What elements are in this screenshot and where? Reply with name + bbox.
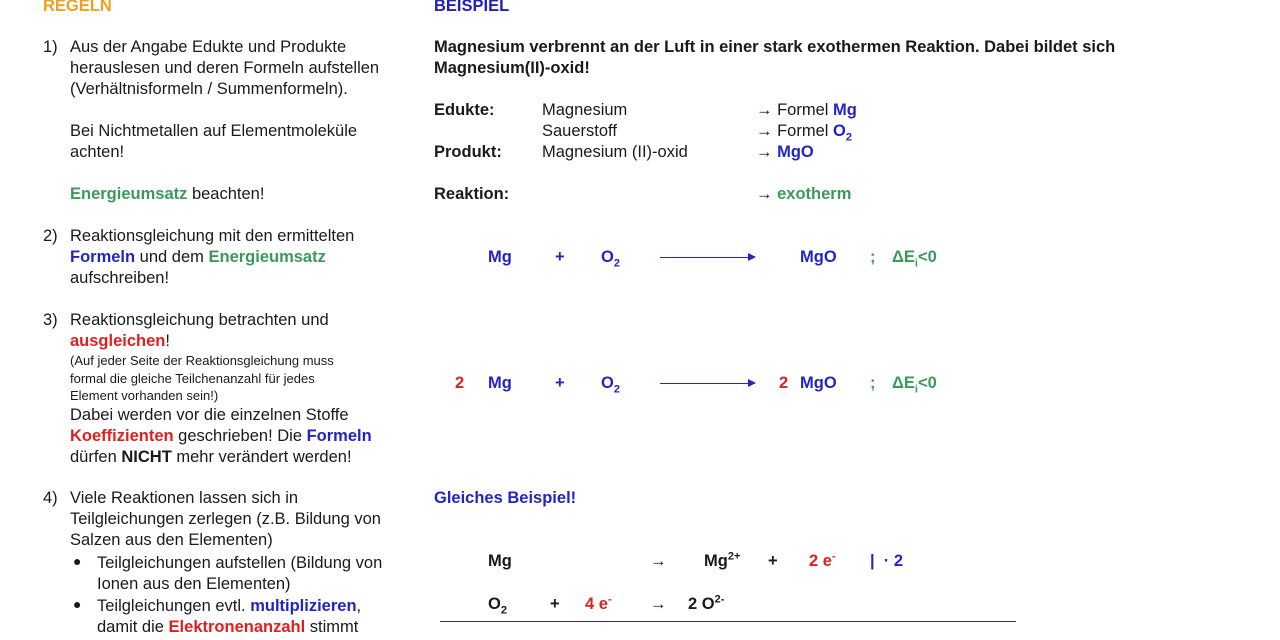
text-line: Ionen aus den Elementen)	[97, 575, 291, 593]
partial-electrons	[585, 594, 612, 615]
energy-term: Energieumsatz	[70, 185, 188, 203]
formula-term: Formeln	[306, 426, 372, 445]
eq-product-mgo: MgO	[800, 374, 837, 392]
text-fragment: mehr verändert werden!	[171, 447, 352, 466]
reaction-arrow-icon	[660, 257, 748, 258]
coefficient-term: Koeffizienten	[70, 426, 174, 445]
text-fragment: stimmt	[305, 618, 359, 636]
task-line-1: Magnesium verbrennt an der Luft in einer stark exothermen Reaktion. Dabei bildet sich	[434, 38, 1116, 56]
note-line: Element vorhanden sein!)	[70, 388, 219, 403]
note-line: (Auf jeder Seite der Reaktionsgleichung muss	[70, 353, 334, 368]
text-line	[70, 184, 379, 205]
task-line-2: Magnesium(II)-oxid!	[434, 59, 590, 77]
eq-energy	[892, 373, 937, 394]
rule-1-text	[70, 37, 379, 205]
same-example-heading: Gleiches Beispiel!	[434, 489, 577, 507]
partial-oxide-ion	[688, 594, 724, 615]
text-fragment: !	[165, 332, 170, 350]
text-line	[97, 617, 361, 638]
bullet-2-text	[97, 596, 361, 638]
substance-oxygen: Sauerstoff	[542, 122, 617, 140]
text-line: Reaktionsgleichung mit den ermittelten	[70, 227, 355, 245]
edukte-label: Edukte:	[434, 101, 495, 119]
rule-number: 1)	[43, 38, 58, 56]
reaction-arrow-icon	[660, 383, 748, 384]
rule-3-text	[70, 310, 372, 468]
partial-plus: +	[550, 595, 560, 613]
energy-sign: <0	[917, 374, 937, 392]
substance-mgo: Magnesium (II)-oxid	[542, 143, 688, 161]
rules-header: REGELN	[43, 0, 112, 15]
subscript: 2	[613, 383, 620, 396]
partial-mg: Mg	[488, 552, 512, 570]
formula-mg	[756, 100, 857, 121]
formula-mgo	[756, 142, 814, 163]
text-line: aufschreiben!	[70, 269, 170, 287]
energy-term: Energieumsatz	[208, 248, 326, 266]
text-line	[97, 596, 361, 617]
text-line	[70, 247, 354, 268]
text-fragment: geschrieben! Die	[173, 426, 307, 445]
text-line: Reaktionsgleichung betrachten und	[70, 311, 329, 329]
eq-reactant-mg: Mg	[488, 374, 512, 392]
arrow-text: → Formel	[756, 122, 834, 140]
partial-multiplier: | · 2	[870, 552, 904, 570]
produkt-label: Produkt:	[434, 143, 502, 161]
exotherm-value: exotherm	[777, 185, 852, 203]
text-line: Bei Nichtmetallen auf Elementmoleküle	[70, 122, 358, 140]
superscript: 2-	[714, 593, 725, 606]
partial-mg-ion	[704, 551, 740, 572]
text-line	[70, 426, 372, 447]
formula-value: 2 O	[688, 595, 715, 613]
text-line: herauslesen und deren Formeln aufstellen	[70, 59, 380, 77]
text-fragment: ,	[356, 597, 362, 615]
multiply-term: multiplizieren	[250, 597, 357, 615]
text-line: Dabei werden vor die einzelnen Stoffe	[70, 405, 349, 424]
arrowhead-icon	[748, 253, 756, 261]
partial-arrow-icon: →	[650, 552, 667, 570]
text-line	[70, 331, 372, 352]
eq-semicolon: ;	[870, 248, 876, 266]
formula-value: O	[833, 122, 846, 140]
text-line: Aus der Angabe Edukte und Produkte	[70, 38, 347, 56]
bullet-icon: ●	[73, 553, 82, 569]
text-fragment: Teilgleichungen evtl.	[97, 597, 251, 615]
text-fragment: beachten!	[187, 185, 265, 203]
rule-4-text	[70, 488, 381, 551]
eq-reactant-o2	[601, 373, 620, 394]
formula-value: O	[488, 595, 501, 613]
eq-coefficient: 2	[455, 374, 465, 392]
subscript: 2	[845, 131, 852, 144]
eq-reactant-mg: Mg	[488, 248, 512, 266]
sum-line-divider	[440, 621, 1016, 622]
eq-semicolon: ;	[870, 374, 876, 392]
rule-number: 4)	[43, 489, 58, 507]
text-line: (Verhältnisformeln / Summenformeln).	[70, 80, 348, 98]
partial-plus: +	[768, 552, 778, 570]
bullet-1-text	[97, 553, 382, 595]
partial-o2	[488, 594, 507, 615]
subscript: i	[914, 257, 918, 270]
arrow-text: → Formel	[756, 101, 834, 119]
balance-term: ausgleichen	[70, 332, 166, 350]
example-header: BEISPIEL	[434, 0, 510, 15]
rule-2-text	[70, 226, 354, 289]
note-line: formal die gleiche Teilchenanzahl für jedes	[70, 370, 315, 386]
substance-magnesium: Magnesium	[542, 101, 628, 119]
text-line: Salzen aus den Elementen)	[70, 531, 273, 549]
subscript: i	[914, 383, 918, 396]
text-line: Viele Reaktionen lassen sich in	[70, 489, 299, 507]
formula-value: O	[601, 374, 614, 392]
electron-value: 4 e	[585, 595, 608, 613]
energy-symbol: ΔE	[892, 248, 915, 266]
electron-term: Elektronenanzahl	[168, 618, 306, 636]
subscript: 2	[500, 604, 507, 617]
text-fragment: und dem	[135, 248, 209, 266]
rule-number: 2)	[43, 227, 58, 245]
superscript: -	[831, 550, 836, 563]
text-fragment: dürfen	[70, 447, 122, 466]
eq-reactant-o2	[601, 247, 620, 268]
eq-energy	[892, 247, 937, 268]
partial-arrow-icon: →	[650, 595, 667, 613]
subscript: 2	[613, 257, 620, 270]
rule-number: 3)	[43, 311, 58, 329]
formula-value: MgO	[777, 143, 814, 161]
superscript: -	[607, 593, 612, 606]
arrow-text: →	[756, 185, 778, 203]
formula-value: O	[601, 248, 614, 266]
reaktion-label: Reaktion:	[434, 185, 510, 203]
formula-o2	[756, 121, 852, 142]
text-line: Teilgleichungen zerlegen (z.B. Bildung von	[70, 510, 381, 528]
eq-coefficient: 2	[779, 374, 789, 392]
text-fragment: damit die	[97, 618, 169, 636]
bullet-icon: ●	[73, 596, 82, 612]
arrowhead-icon	[748, 379, 756, 387]
formula-term: Formeln	[70, 248, 136, 266]
electron-value: 2 e	[809, 552, 832, 570]
eq-plus: +	[555, 374, 565, 392]
arrow-text: →	[756, 143, 778, 161]
superscript: 2+	[727, 550, 741, 563]
text-line	[70, 447, 372, 468]
energy-symbol: ΔE	[892, 374, 915, 392]
energy-sign: <0	[917, 248, 937, 266]
text-line: Teilgleichungen aufstellen (Bildung von	[97, 554, 383, 572]
partial-electrons	[809, 551, 836, 572]
eq-plus: +	[555, 248, 565, 266]
formula-value: Mg	[704, 552, 728, 570]
emphasis-term: NICHT	[121, 447, 172, 466]
reaction-type	[756, 184, 851, 205]
text-line: achten!	[70, 143, 125, 161]
eq-product-mgo: MgO	[800, 248, 837, 266]
formula-value: Mg	[833, 101, 857, 119]
